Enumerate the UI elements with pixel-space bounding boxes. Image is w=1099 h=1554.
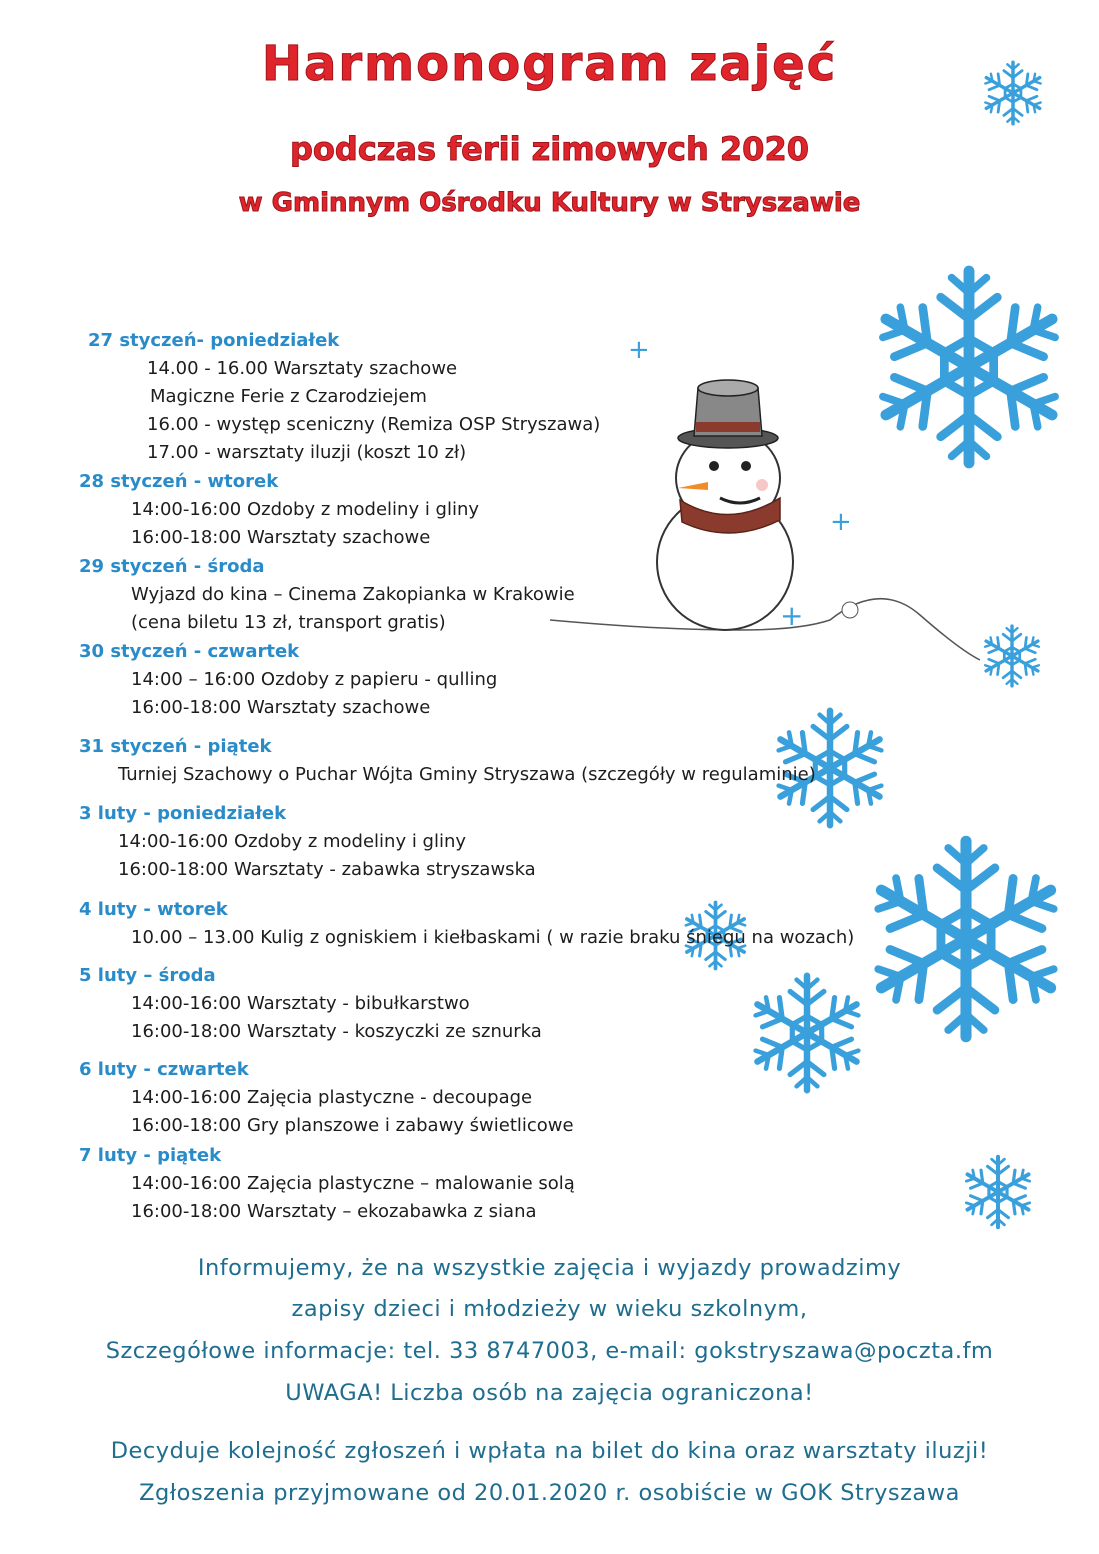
schedule-item: Turniej Szachowy o Puchar Wójta Gminy Stryszawa (szczegóły w regulaminie) xyxy=(118,764,816,785)
schedule-item: 17.00 - warsztaty iluzji (koszt 10 zł) xyxy=(147,442,467,463)
schedule-day: 30 styczeń - czwartek xyxy=(79,641,300,662)
schedule-item: 16:00-18:00 Warsztaty szachowe xyxy=(131,527,431,548)
schedule-item: 16:00-18:00 Warsztaty - zabawka stryszawska xyxy=(118,859,536,880)
schedule-item: 14:00 – 16:00 Ozdoby z papieru - qulling xyxy=(131,669,498,690)
svg-text:+: + xyxy=(628,335,650,365)
schedule-item: 16:00-18:00 Warsztaty szachowe xyxy=(131,697,431,718)
schedule-day: 28 styczeń - wtorek xyxy=(79,471,279,492)
schedule-item: 10.00 – 13.00 Kulig z ogniskiem i kiełbaskami ( w razie braku śniegu na wozach) xyxy=(131,927,855,948)
snowflake-icon xyxy=(978,58,1048,128)
schedule-item: Wyjazd do kina – Cinema Zakopianka w Krakowie xyxy=(131,584,575,605)
schedule-item: 16:00-18:00 Gry planszowe i zabawy świetlicowe xyxy=(131,1115,574,1136)
schedule-day: 27 styczeń- poniedziałek xyxy=(88,330,340,351)
svg-text:+: + xyxy=(830,507,852,537)
schedule-day: 29 styczeń - środa xyxy=(79,556,265,577)
page-subtitle: podczas ferii zimowych 2020 xyxy=(290,130,809,168)
schedule-item: 16:00-18:00 Warsztaty - koszyczki ze sznurka xyxy=(131,1021,542,1042)
schedule-item: 14:00-16:00 Warsztaty - bibułkarstwo xyxy=(131,993,470,1014)
info-line: zapisy dzieci i młodzieży w wieku szkolnym, xyxy=(291,1296,808,1322)
info-warning: UWAGA! Liczba osób na zajęcia ograniczona! xyxy=(285,1380,814,1406)
schedule-item: 16.00 - występ sceniczny (Remiza OSP Stryszawa) xyxy=(147,414,601,435)
schedule-item: 14:00-16:00 Zajęcia plastyczne - decoupage xyxy=(131,1087,533,1108)
schedule-day: 5 luty – środa xyxy=(79,965,216,986)
svg-text:+: + xyxy=(780,599,804,632)
snowman-illustration xyxy=(540,330,990,690)
schedule-day: 3 luty - poniedziałek xyxy=(79,803,287,824)
schedule-day: 31 styczeń - piątek xyxy=(79,736,272,757)
schedule-day: 4 luty - wtorek xyxy=(79,899,228,920)
info-contact: Szczegółowe informacje: tel. 33 8747003, e-mail: gokstryszawa@poczta.fm xyxy=(105,1338,994,1364)
info-line: Zgłoszenia przyjmowane od 20.01.2020 r. osobiście w GOK Stryszawa xyxy=(139,1480,960,1506)
schedule-item: 14:00-16:00 Ozdoby z modeliny i gliny xyxy=(131,499,480,520)
info-line: Decyduje kolejność zgłoszeń i wpłata na bilet do kina oraz warsztaty iluzji! xyxy=(110,1438,989,1464)
schedule-item: (cena biletu 13 zł, transport gratis) xyxy=(131,612,446,633)
schedule-item: 16:00-18:00 Warsztaty – ekozabawka z siana xyxy=(131,1201,537,1222)
snowflake-icon xyxy=(958,1152,1038,1232)
schedule-day: 7 luty - piątek xyxy=(79,1145,222,1166)
schedule-item: 14:00-16:00 Ozdoby z modeliny i gliny xyxy=(118,831,467,852)
schedule-item: Magiczne Ferie z Czarodziejem xyxy=(150,386,427,407)
venue-title: w Gminnym Ośrodku Kultury w Stryszawie xyxy=(238,188,861,218)
schedule-item: 14:00-16:00 Zajęcia plastyczne – malowanie solą xyxy=(131,1173,575,1194)
info-line: Informujemy, że na wszystkie zajęcia i wyjazdy prowadzimy xyxy=(197,1255,902,1281)
snowflake-icon xyxy=(855,828,1077,1050)
schedule-item: 14.00 - 16.00 Warsztaty szachowe xyxy=(147,358,458,379)
snowflake-icon xyxy=(742,968,872,1098)
schedule-day: 6 luty - czwartek xyxy=(79,1059,249,1080)
page-title: Harmonogram zajęć xyxy=(261,36,838,92)
